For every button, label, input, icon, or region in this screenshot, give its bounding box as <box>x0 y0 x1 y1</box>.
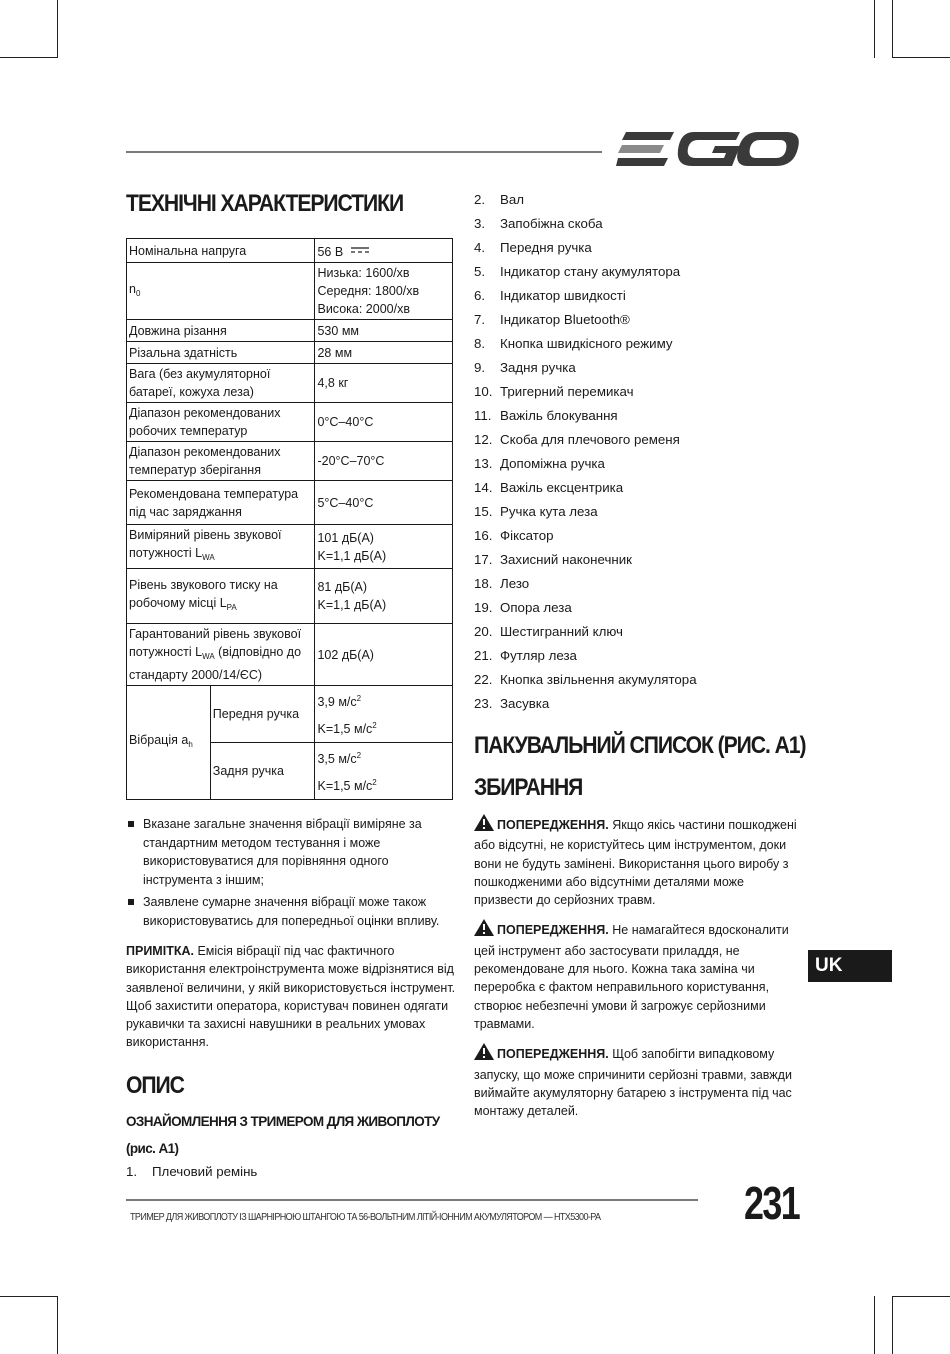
list-item: 17. Захисний наконечник <box>474 552 632 567</box>
list-item: 1. Плечовий ремінь <box>126 1163 258 1179</box>
assembly-title: ЗБИРАННЯ <box>474 774 583 801</box>
spec-value: 56 В <box>315 239 453 263</box>
list-item: 23. Засувка <box>474 696 550 711</box>
note-paragraph: ПРИМІТКА. Емісія вібрації під час фактичного використання електроінструмента може відрізнятися від заявленої величини, у якій використовується інструмент. Щоб захистити оператора, користувач повинен одягати рукавички та захисні навушники в реальних умовах використання. <box>126 944 456 1050</box>
list-item: Вказане загальне значення вібрації виміряне за стандартним методом тестування і може використовуватися для порівняння одного інструмента з іншим; <box>126 815 456 889</box>
list-item: 10. Тригерний перемикач <box>474 384 634 399</box>
vibration-notes <box>126 815 456 930</box>
warning-icon <box>474 919 494 941</box>
spec-label: Довжина різання <box>127 320 315 342</box>
right-column <box>474 188 804 1120</box>
list-item: 13. Допоміжна ручка <box>474 456 605 471</box>
crop-mark <box>0 1296 58 1297</box>
crop-mark <box>874 1296 875 1354</box>
spec-value: 4,8 кг <box>315 364 453 403</box>
spec-label: Гарантований рівень звукової потужності $L_{WA}$ (відповідно до стандарту 2000/14/ЄС) <box>127 624 315 686</box>
crop-mark <box>892 57 950 58</box>
list-item: 20. Шестигранний ключ <box>474 624 623 639</box>
table-row <box>127 624 453 686</box>
crop-mark <box>892 1296 950 1297</box>
table-row <box>127 686 453 743</box>
list-item: 14. Важіль ексцентрика <box>474 480 624 495</box>
parts-list-start <box>126 1160 456 1184</box>
table-row <box>127 239 453 263</box>
packing-title: ПАКУВАЛЬНИЙ СПИСОК (РИС. A1) <box>474 732 806 759</box>
spec-value: 5°C–40°C <box>315 481 453 525</box>
table-row <box>127 403 453 442</box>
table-row <box>127 569 453 624</box>
footer-text: ТРИМЕР ДЛЯ ЖИВОПЛОТУ ІЗ ШАРНІРНОЮ ШТАНГОЮ ТА 56-ВОЛЬТНИМ ЛІТІЙ-ІОННИМ АКУМУЛЯТОРОМ — HTX5300-PA <box>130 1211 601 1223</box>
spec-sublabel: Передня ручка <box>210 686 315 743</box>
list-item: 15. Ручка кута леза <box>474 504 598 519</box>
spec-value: 101 дБ(A) K=1,1 дБ(A) <box>315 525 453 569</box>
list-item: 12. Скоба для плечового ременя <box>474 432 680 447</box>
list-item: 4. Передня ручка <box>474 240 592 255</box>
list-item: 2. Вал <box>474 192 525 207</box>
table-row <box>127 525 453 569</box>
warning-paragraph: ПОПЕРЕДЖЕННЯ. Якщо якісь частини пошкоджені або відсутні, не користуйтесь цим інструментом, доки вони не будуть замінені. Використання цього виробу з пошкодженими або відсутніми деталями може призвести до серйозних травм. <box>474 814 804 909</box>
spec-table <box>126 238 453 800</box>
crop-mark <box>892 1296 893 1354</box>
parts-list <box>474 188 804 716</box>
warning-icon <box>474 814 494 836</box>
crop-mark <box>874 0 875 58</box>
dc-symbol-icon <box>351 240 369 258</box>
spec-label: Вага (без акумуляторної батареї, кожуха леза) <box>127 364 315 403</box>
spec-value: Низька: 1600/хв Середня: 1800/хв Висока: 2000/хв <box>315 263 453 320</box>
spec-value: 3,5 $м/с^2$ K=1,5 $м/с^2$ <box>315 743 453 800</box>
description-title: ОПИС <box>126 1071 184 1099</box>
spec-label: Номінальна напруга <box>127 239 315 263</box>
footer-rule <box>126 1199 698 1201</box>
list-item: 22. Кнопка звільнення акумулятора <box>474 672 697 687</box>
spec-label: Рекомендована температура під час заряджання <box>127 481 315 525</box>
table-row <box>127 364 453 403</box>
spec-label: Діапазон рекомендованих робочих температур <box>127 403 315 442</box>
spec-sublabel: Задня ручка <box>210 743 315 800</box>
spec-label: $n_0$ <box>127 263 315 320</box>
list-item: 21. Футляр леза <box>474 648 577 663</box>
list-item: 6. Індикатор швидкості <box>474 288 626 303</box>
spec-label: Різальна здатність <box>127 342 315 364</box>
warning-icon <box>474 1043 494 1065</box>
left-column <box>126 190 456 1184</box>
spec-value: 0°C–40°C <box>315 403 453 442</box>
crop-mark <box>57 0 58 58</box>
page-number: 231 <box>744 1177 800 1229</box>
crop-mark <box>57 1296 58 1354</box>
table-row <box>127 342 453 364</box>
spec-title: ТЕХНІЧНІ ХАРАКТЕРИСТИКИ <box>126 190 404 217</box>
figure-ref: (рис. A1) <box>126 1140 179 1156</box>
spec-label: Діапазон рекомендованих температур зберігання <box>127 442 315 481</box>
table-row <box>127 320 453 342</box>
list-item: 19. Опора леза <box>474 600 572 615</box>
list-item: 16. Фіксатор <box>474 528 554 543</box>
spec-value: 3,9 $м/с^2$ K=1,5 $м/с^2$ <box>315 686 453 743</box>
list-item: 5. Індикатор стану акумулятора <box>474 264 681 279</box>
spec-value: 530 мм <box>315 320 453 342</box>
list-item: 9. Задня ручка <box>474 360 576 375</box>
warning-paragraph: ПОПЕРЕДЖЕННЯ. Не намагайтеся вдосконалити цей інструмент або застосувати приладдя, не рекомендоване для нього. Кожна така заміна чи переробка є фактом неправильного користування, створює небезпечні умови й загрожує серйозними травмами. <box>474 919 804 1033</box>
crop-mark <box>892 0 893 58</box>
list-item: 3. Запобіжна скоба <box>474 216 603 231</box>
language-tab: UK <box>808 950 892 982</box>
spec-label: Виміряний рівень звукової потужності $L_{WA}$ <box>127 525 315 569</box>
crop-mark <box>0 57 58 58</box>
list-item: 7. Індикатор Bluetooth® <box>474 312 630 327</box>
spec-value: 81 дБ(A) K=1,1 дБ(A) <box>315 569 453 624</box>
spec-label: Рівень звукового тиску на робочому місці $L_{PA}$ <box>127 569 315 624</box>
list-item: Заявлене сумарне значення вібрації може також використовуватись для попередньої оцінки впливу. <box>126 893 456 930</box>
spec-label: Вібрація $a_h$ <box>127 686 211 800</box>
ego-logo <box>616 128 800 177</box>
table-row <box>127 442 453 481</box>
table-row <box>127 263 453 320</box>
spec-value: 28 мм <box>315 342 453 364</box>
list-item: 8. Кнопка швидкісного режиму <box>474 336 673 351</box>
description-subtitle: ОЗНАЙОМЛЕННЯ З ТРИМЕРОМ ДЛЯ ЖИВОПЛОТУ <box>126 1113 440 1129</box>
list-item: 18. Лезо <box>474 576 530 591</box>
spec-value: 102 дБ(A) <box>315 624 453 686</box>
table-row <box>127 481 453 525</box>
warning-paragraph: ПОПЕРЕДЖЕННЯ. Щоб запобігти випадковому запуску, що може спричинити серйозні травми, завжди виймайте акумуляторну батарею з інструмента під час монтажу деталей. <box>474 1043 804 1120</box>
spec-value: -20°C–70°C <box>315 442 453 481</box>
list-item: 11. Важіль блокування <box>474 408 618 423</box>
header-rule <box>126 151 602 153</box>
